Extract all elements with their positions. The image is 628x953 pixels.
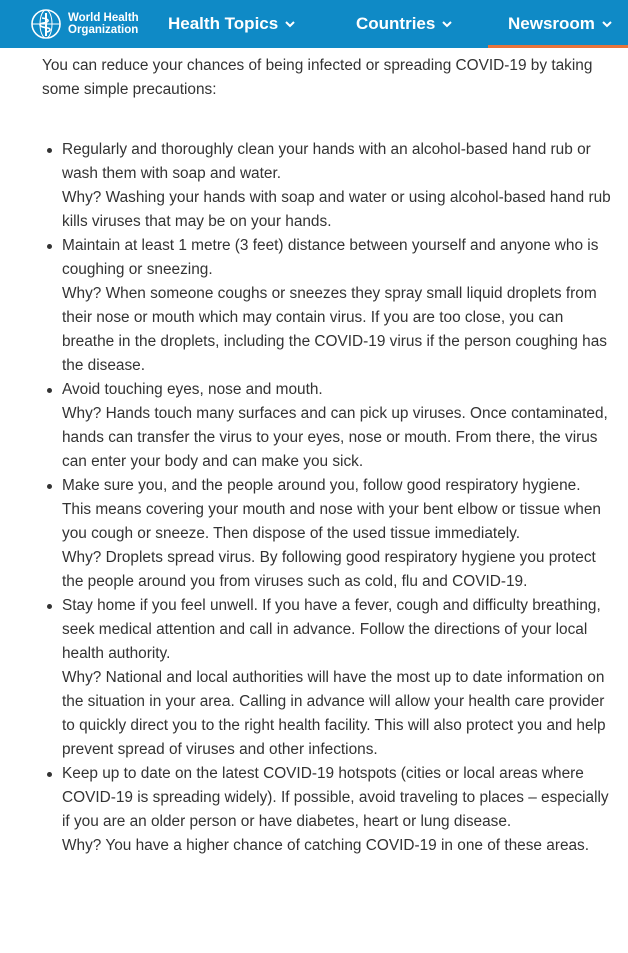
nav-health-topics[interactable] (168, 0, 296, 48)
precaution-why: Why? Hands touch many surfaces and can pick up viruses. Once contaminated, hands can transfer the virus to your eyes, nose or mouth. From there, the virus can enter your body and can make you sick. (62, 405, 608, 470)
list-item (62, 234, 612, 378)
nav-countries-label: Countries (356, 14, 436, 33)
logo-line-1: World Health (68, 12, 139, 24)
bullet-marker (47, 604, 52, 609)
nav-newsroom[interactable] (508, 0, 613, 48)
bullet-marker (47, 772, 52, 777)
top-navigation-bar (0, 0, 628, 48)
precautions-list (0, 138, 628, 858)
precaution-advice: Maintain at least 1 metre (3 feet) distance between yourself and anyone who is coughing or sneezing. (62, 237, 599, 278)
who-wordmark (68, 12, 139, 36)
list-item (62, 762, 612, 858)
nav-health-topics-label: Health Topics (168, 14, 279, 33)
precaution-why: Why? Droplets spread virus. By following good respiratory hygiene you protect the people around you from viruses such as cold, flu and COVID-19. (62, 549, 596, 590)
bullet-marker (47, 244, 52, 249)
article-content (0, 48, 628, 858)
bullet-marker (47, 388, 52, 393)
precaution-advice: Make sure you, and the people around you, follow good respiratory hygiene. This means covering your mouth and nose with your bent elbow or tissue when you cough or sneeze. Then dispose of the used tissue immediately. (62, 477, 601, 542)
list-item (62, 474, 612, 594)
intro-paragraph: You can reduce your chances of being infected or spreading COVID-19 by taking some simple precautions: (42, 57, 593, 98)
logo-line-2: Organization (68, 24, 139, 36)
who-emblem-icon (30, 8, 62, 40)
bullet-marker (47, 148, 52, 153)
precaution-why: Why? National and local authorities will have the most up to date information on the situation in your area. Calling in advance will allow your health care provider to quickly direct you to the right health facility. This will also protect you and help prevent spread of viruses and other infections. (62, 669, 606, 758)
chevron-down-icon (441, 18, 453, 30)
list-item (62, 378, 612, 474)
precaution-advice: Avoid touching eyes, nose and mouth. (62, 381, 323, 398)
list-item (62, 138, 612, 234)
list-item (62, 594, 612, 762)
chevron-down-icon (601, 18, 613, 30)
precaution-advice: Regularly and thoroughly clean your hands with an alcohol-based hand rub or wash them with soap and water. (62, 141, 591, 182)
chevron-down-icon (284, 18, 296, 30)
precaution-why: Why? Washing your hands with soap and water or using alcohol-based hand rub kills viruses that may be on your hands. (62, 189, 611, 230)
precaution-advice: Keep up to date on the latest COVID-19 hotspots (cities or local areas where COVID-19 is spreading widely). If possible, avoid traveling to places – especially if you are an older person or have diabetes, heart or lung disease. (62, 765, 609, 830)
precaution-why: Why? You have a higher chance of catching COVID-19 in one of these areas. (62, 837, 590, 854)
bullet-marker (47, 484, 52, 489)
who-logo[interactable] (0, 0, 150, 48)
nav-countries[interactable] (356, 0, 453, 48)
precaution-advice: Stay home if you feel unwell. If you have a fever, cough and difficulty breathing, seek medical attention and call in advance. Follow the directions of your local health authority. (62, 597, 601, 662)
nav-newsroom-label: Newsroom (508, 14, 595, 33)
precaution-why: Why? When someone coughs or sneezes they spray small liquid droplets from their nose or mouth which may contain virus. If you are too close, you can breathe in the droplets, including the COVID-19 virus if the person coughing has the disease. (62, 285, 607, 374)
